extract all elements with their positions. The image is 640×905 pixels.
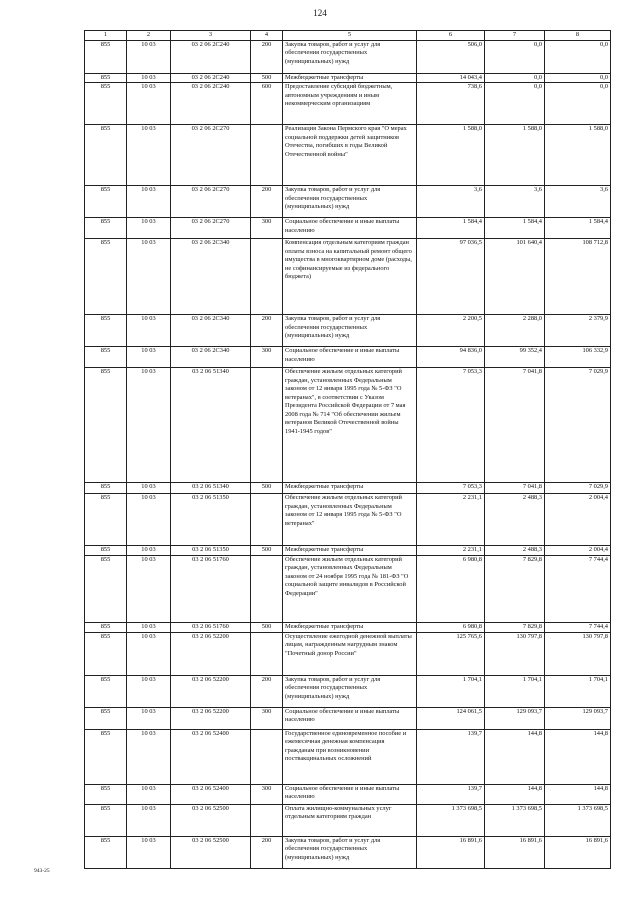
amount-year1-cell: 7 053,3 (417, 368, 485, 483)
amount-year1-cell: 139,7 (417, 784, 485, 804)
section-cell: 10 03 (127, 546, 171, 555)
description-cell: Закупка товаров, работ и услуг для обеспечения государственных (муниципальных) нужд (283, 41, 417, 74)
amount-year3-cell: 144,8 (545, 729, 611, 784)
description-cell: Межбюджетные трансферты (283, 74, 417, 83)
vedomstvo-cell: 855 (85, 186, 127, 218)
amount-year1-cell: 139,7 (417, 729, 485, 784)
target-article-cell: 03 2 06 51760 (171, 622, 251, 632)
section-cell: 10 03 (127, 186, 171, 218)
amount-year1-cell: 1 588,0 (417, 125, 485, 186)
description-cell: Реализация Закона Пермского края "О мерах социальной поддержки детей защитников Отечества, погибших в годы Великой Отечественной войны" (283, 125, 417, 186)
amount-year3-cell: 16 891,6 (545, 836, 611, 868)
table-row (85, 347, 611, 368)
target-article-cell: 03 2 06 51350 (171, 546, 251, 555)
section-cell: 10 03 (127, 555, 171, 622)
table-row (85, 83, 611, 125)
amount-year3-cell: 0,0 (545, 83, 611, 125)
target-article-cell: 03 2 06 2С340 (171, 315, 251, 347)
amount-year1-cell: 3,6 (417, 186, 485, 218)
amount-year1-cell: 6 980,8 (417, 555, 485, 622)
amount-year2-cell: 2 288,0 (485, 315, 545, 347)
expense-type-cell (251, 729, 283, 784)
expense-type-cell: 500 (251, 483, 283, 494)
table-body (85, 41, 611, 869)
table-row (85, 74, 611, 83)
amount-year1-cell: 738,6 (417, 83, 485, 125)
amount-year2-cell: 144,8 (485, 729, 545, 784)
amount-year2-cell: 99 352,4 (485, 347, 545, 368)
amount-year3-cell: 0,0 (545, 41, 611, 74)
amount-year3-cell: 7 744,4 (545, 622, 611, 632)
column-header: 1 (85, 31, 127, 41)
table-row (85, 125, 611, 186)
section-cell: 10 03 (127, 74, 171, 83)
expense-type-cell: 500 (251, 74, 283, 83)
vedomstvo-cell: 855 (85, 483, 127, 494)
amount-year1-cell: 124 061,5 (417, 707, 485, 729)
amount-year1-cell: 94 836,0 (417, 347, 485, 368)
amount-year2-cell: 1 584,4 (485, 218, 545, 239)
description-cell: Оплата жилищно-коммунальных услуг отдельным категориям граждан (283, 804, 417, 836)
section-cell: 10 03 (127, 483, 171, 494)
expense-type-cell: 500 (251, 546, 283, 555)
target-article-cell: 03 2 06 2С240 (171, 74, 251, 83)
amount-year2-cell: 101 640,4 (485, 239, 545, 315)
section-cell: 10 03 (127, 125, 171, 186)
vedomstvo-cell: 855 (85, 125, 127, 186)
vedomstvo-cell: 855 (85, 804, 127, 836)
description-cell: Социальное обеспечение и иные выплаты населению (283, 707, 417, 729)
vedomstvo-cell: 855 (85, 729, 127, 784)
vedomstvo-cell: 855 (85, 239, 127, 315)
amount-year3-cell: 3,6 (545, 186, 611, 218)
table-row (85, 315, 611, 347)
amount-year3-cell: 2 004,4 (545, 546, 611, 555)
target-article-cell: 03 2 06 2С340 (171, 347, 251, 368)
table-row (85, 804, 611, 836)
expense-type-cell: 200 (251, 186, 283, 218)
expense-type-cell: 200 (251, 315, 283, 347)
description-cell: Обеспечение жильем отдельных категорий граждан, установленных Федеральным законом от 24 ноября 1995 года № 181-ФЗ "О социальной защите инвалидов в Российской Федерации" (283, 555, 417, 622)
table-header-row (85, 31, 611, 41)
amount-year3-cell: 2 379,9 (545, 315, 611, 347)
section-cell: 10 03 (127, 836, 171, 868)
column-header: 8 (545, 31, 611, 41)
description-cell: Межбюджетные трансферты (283, 483, 417, 494)
amount-year1-cell: 1 373 698,5 (417, 804, 485, 836)
target-article-cell: 03 2 06 51760 (171, 555, 251, 622)
target-article-cell: 03 2 06 2С270 (171, 125, 251, 186)
amount-year3-cell: 106 332,9 (545, 347, 611, 368)
section-cell: 10 03 (127, 784, 171, 804)
amount-year1-cell: 16 891,6 (417, 836, 485, 868)
section-cell: 10 03 (127, 83, 171, 125)
table-row (85, 368, 611, 483)
amount-year1-cell: 6 980,8 (417, 622, 485, 632)
description-cell: Социальное обеспечение и иные выплаты населению (283, 347, 417, 368)
expense-type-cell: 300 (251, 784, 283, 804)
column-header: 2 (127, 31, 171, 41)
amount-year1-cell: 2 200,5 (417, 315, 485, 347)
amount-year2-cell: 144,8 (485, 784, 545, 804)
amount-year3-cell: 144,8 (545, 784, 611, 804)
amount-year3-cell: 1 704,1 (545, 675, 611, 707)
section-cell: 10 03 (127, 622, 171, 632)
table-row (85, 483, 611, 494)
target-article-cell: 03 2 06 52200 (171, 707, 251, 729)
description-cell: Государственное единовременное пособие и ежемесячная денежная компенсация гражданам при возникновении поствакцинальных осложнений (283, 729, 417, 784)
section-cell: 10 03 (127, 494, 171, 546)
vedomstvo-cell: 855 (85, 347, 127, 368)
amount-year2-cell: 129 093,7 (485, 707, 545, 729)
expense-type-cell: 200 (251, 675, 283, 707)
description-cell: Межбюджетные трансферты (283, 622, 417, 632)
amount-year3-cell: 2 004,4 (545, 494, 611, 546)
vedomstvo-cell: 855 (85, 675, 127, 707)
expense-type-cell (251, 555, 283, 622)
table-row (85, 41, 611, 74)
vedomstvo-cell: 855 (85, 707, 127, 729)
vedomstvo-cell: 855 (85, 315, 127, 347)
amount-year3-cell: 1 584,4 (545, 218, 611, 239)
expense-type-cell (251, 494, 283, 546)
description-cell: Предоставление субсидий бюджетным, автономным учреждениям и иным некоммерческим организациям (283, 83, 417, 125)
target-article-cell: 03 2 06 52400 (171, 784, 251, 804)
amount-year2-cell: 7 829,8 (485, 555, 545, 622)
amount-year2-cell: 3,6 (485, 186, 545, 218)
amount-year2-cell: 1 588,0 (485, 125, 545, 186)
vedomstvo-cell: 855 (85, 218, 127, 239)
amount-year1-cell: 1 704,1 (417, 675, 485, 707)
amount-year2-cell: 0,0 (485, 74, 545, 83)
table-row (85, 218, 611, 239)
expense-type-cell: 500 (251, 622, 283, 632)
column-header: 6 (417, 31, 485, 41)
amount-year2-cell: 130 797,8 (485, 632, 545, 675)
table-row (85, 707, 611, 729)
column-header: 4 (251, 31, 283, 41)
table-row (85, 239, 611, 315)
section-cell: 10 03 (127, 804, 171, 836)
amount-year2-cell: 2 488,3 (485, 494, 545, 546)
section-cell: 10 03 (127, 729, 171, 784)
amount-year2-cell: 16 891,6 (485, 836, 545, 868)
vedomstvo-cell: 855 (85, 632, 127, 675)
vedomstvo-cell: 855 (85, 41, 127, 74)
target-article-cell: 03 2 06 2С240 (171, 83, 251, 125)
budget-table (84, 30, 611, 869)
table-row (85, 494, 611, 546)
target-article-cell: 03 2 06 52500 (171, 804, 251, 836)
vedomstvo-cell: 855 (85, 368, 127, 483)
amount-year3-cell: 7 029,9 (545, 483, 611, 494)
target-article-cell: 03 2 06 2С340 (171, 239, 251, 315)
target-article-cell: 03 2 06 2С270 (171, 186, 251, 218)
vedomstvo-cell: 855 (85, 836, 127, 868)
table-row (85, 546, 611, 555)
section-cell: 10 03 (127, 41, 171, 74)
amount-year3-cell: 7 744,4 (545, 555, 611, 622)
target-article-cell: 03 2 06 52200 (171, 675, 251, 707)
vedomstvo-cell: 855 (85, 83, 127, 125)
amount-year3-cell: 1 588,0 (545, 125, 611, 186)
expense-type-cell: 300 (251, 218, 283, 239)
table-row (85, 622, 611, 632)
target-article-cell: 03 2 06 2С270 (171, 218, 251, 239)
table-row (85, 729, 611, 784)
vedomstvo-cell: 855 (85, 784, 127, 804)
amount-year2-cell: 0,0 (485, 41, 545, 74)
section-cell: 10 03 (127, 707, 171, 729)
column-header: 7 (485, 31, 545, 41)
description-cell: Закупка товаров, работ и услуг для обеспечения государственных (муниципальных) нужд (283, 186, 417, 218)
section-cell: 10 03 (127, 675, 171, 707)
footer-code: 943-25 (34, 868, 50, 874)
column-header: 5 (283, 31, 417, 41)
target-article-cell: 03 2 06 51340 (171, 483, 251, 494)
amount-year1-cell: 14 043,4 (417, 74, 485, 83)
amount-year2-cell: 7 829,8 (485, 622, 545, 632)
target-article-cell: 03 2 06 52400 (171, 729, 251, 784)
target-article-cell: 03 2 06 51340 (171, 368, 251, 483)
amount-year1-cell: 125 765,6 (417, 632, 485, 675)
amount-year1-cell: 2 231,1 (417, 546, 485, 555)
vedomstvo-cell: 855 (85, 494, 127, 546)
amount-year2-cell: 7 041,8 (485, 368, 545, 483)
expense-type-cell: 200 (251, 836, 283, 868)
expense-type-cell: 300 (251, 347, 283, 368)
table-row (85, 555, 611, 622)
description-cell: Обеспечение жильем отдельных категорий граждан, установленных Федеральным законом от 12 января 1995 года № 5-ФЗ "О ветеранах" (283, 494, 417, 546)
amount-year3-cell: 129 093,7 (545, 707, 611, 729)
description-cell: Осуществление ежегодной денежной выплаты лицам, награжденным нагрудным знаком "Почетный донор России" (283, 632, 417, 675)
description-cell: Закупка товаров, работ и услуг для обеспечения государственных (муниципальных) нужд (283, 836, 417, 868)
section-cell: 10 03 (127, 239, 171, 315)
amount-year2-cell: 1 373 698,5 (485, 804, 545, 836)
table-row (85, 186, 611, 218)
vedomstvo-cell: 855 (85, 546, 127, 555)
description-cell: Социальное обеспечение и иные выплаты населению (283, 218, 417, 239)
section-cell: 10 03 (127, 315, 171, 347)
expense-type-cell (251, 368, 283, 483)
expense-type-cell (251, 632, 283, 675)
table-row (85, 836, 611, 868)
amount-year2-cell: 7 041,8 (485, 483, 545, 494)
page-number: 124 (313, 8, 327, 18)
expense-type-cell (251, 239, 283, 315)
expense-type-cell (251, 125, 283, 186)
amount-year2-cell: 2 488,3 (485, 546, 545, 555)
amount-year1-cell: 2 231,1 (417, 494, 485, 546)
vedomstvo-cell: 855 (85, 74, 127, 83)
amount-year3-cell: 7 029,9 (545, 368, 611, 483)
amount-year3-cell: 130 797,8 (545, 632, 611, 675)
target-article-cell: 03 2 06 52200 (171, 632, 251, 675)
target-article-cell: 03 2 06 2С240 (171, 41, 251, 74)
table-row (85, 675, 611, 707)
vedomstvo-cell: 855 (85, 555, 127, 622)
target-article-cell: 03 2 06 52500 (171, 836, 251, 868)
amount-year1-cell: 97 036,5 (417, 239, 485, 315)
amount-year3-cell: 0,0 (545, 74, 611, 83)
amount-year1-cell: 506,0 (417, 41, 485, 74)
expense-type-cell: 600 (251, 83, 283, 125)
description-cell: Социальное обеспечение и иные выплаты населению (283, 784, 417, 804)
amount-year3-cell: 1 373 698,5 (545, 804, 611, 836)
expense-type-cell: 300 (251, 707, 283, 729)
description-cell: Компенсация отдельным категориям граждан оплаты взноса на капитальный ремонт общего имущества в многоквартирном доме (расходы, не софинансируемые из федерального бюджета) (283, 239, 417, 315)
amount-year2-cell: 0,0 (485, 83, 545, 125)
table-row (85, 632, 611, 675)
description-cell: Межбюджетные трансферты (283, 546, 417, 555)
section-cell: 10 03 (127, 368, 171, 483)
amount-year2-cell: 1 704,1 (485, 675, 545, 707)
amount-year1-cell: 1 584,4 (417, 218, 485, 239)
amount-year1-cell: 7 053,3 (417, 483, 485, 494)
section-cell: 10 03 (127, 632, 171, 675)
description-cell: Закупка товаров, работ и услуг для обеспечения государственных (муниципальных) нужд (283, 315, 417, 347)
expense-type-cell: 200 (251, 41, 283, 74)
vedomstvo-cell: 855 (85, 622, 127, 632)
section-cell: 10 03 (127, 347, 171, 368)
target-article-cell: 03 2 06 51350 (171, 494, 251, 546)
amount-year3-cell: 108 712,8 (545, 239, 611, 315)
description-cell: Обеспечение жильем отдельных категорий граждан, установленных Федеральным законом от 12 января 1995 года № 5-ФЗ "О ветеранах", в соответствии с Указом Президента Российской Федерации от 7 мая 2008 года № 714 "Об обеспечении жильем ветеранов Великой Отечественной войны 1941-1945 годов" (283, 368, 417, 483)
section-cell: 10 03 (127, 218, 171, 239)
expense-type-cell (251, 804, 283, 836)
table-row (85, 784, 611, 804)
description-cell: Закупка товаров, работ и услуг для обеспечения государственных (муниципальных) нужд (283, 675, 417, 707)
column-header: 3 (171, 31, 251, 41)
